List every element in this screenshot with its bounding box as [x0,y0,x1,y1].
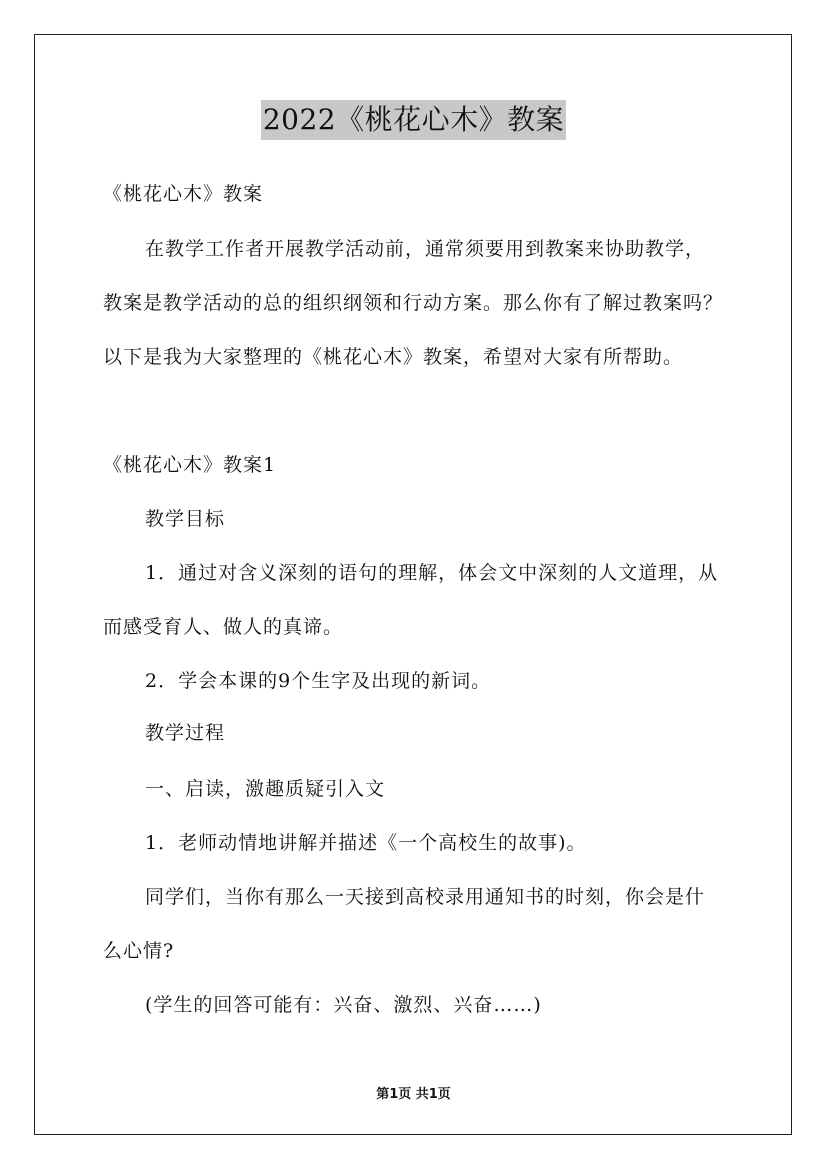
paragraph-line: 以下是我为大家整理的《桃花心木》教案，希望对大家有所帮助。 [103,346,684,368]
page-footer [0,1083,827,1102]
subtitle-line: 《桃花心木》教案 [103,183,264,205]
document-title: 2022《桃花心木》教案 [261,100,566,140]
paragraph-line: 一、启读，激趣质疑引入文 [145,778,386,800]
paragraph-line: 教案是教学活动的总的组织纲领和行动方案。那么你有了解过教案吗？ [103,292,724,314]
paragraph-line: 1．老师动情地讲解并描述《一个高校生的故事)。 [145,832,587,854]
paragraph-line: 2．学会本课的9个生字及出现的新词。 [145,670,492,692]
section-heading: 《桃花心木》教案1 [103,454,277,476]
paragraph-line: (学生的回答可能有：兴奋、激烈、兴奋……) [145,994,542,1016]
paragraph-line: 么心情? [103,940,175,962]
page-number-label: 第1页 共1页 [376,1087,451,1102]
paragraph-line: 而感受育人、做人的真谛。 [103,616,344,638]
paragraph-line: 1．通过对含义深刻的语句的理解，体会文中深刻的人文道理，从 [145,562,719,584]
title-container [0,100,827,140]
subheading: 教学过程 [145,722,226,744]
paragraph-line: 在教学工作者开展教学活动前，通常须要用到教案来协助教学， [145,238,706,260]
subheading: 教学目标 [145,508,226,530]
paragraph-line: 同学们，当你有那么一天接到高校录用通知书的时刻，你会是什 [145,886,706,908]
